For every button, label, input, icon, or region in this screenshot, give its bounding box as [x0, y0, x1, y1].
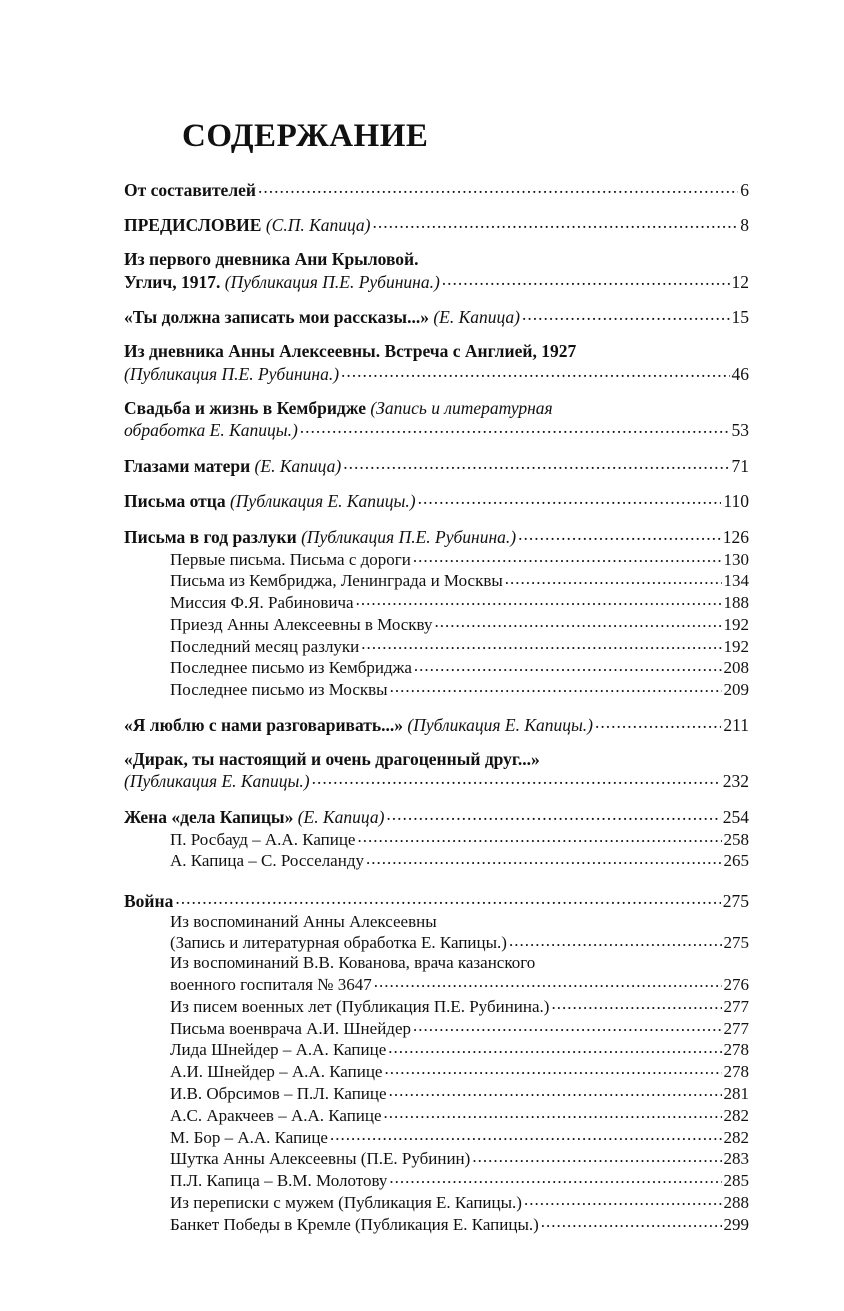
dot-leader	[505, 569, 722, 586]
page-number: 288	[723, 1193, 749, 1213]
subentry-title: А.С. Аракчеев – А.А. Капице	[170, 1105, 382, 1125]
toc-entry[interactable]	[124, 398, 749, 442]
toc-subentry[interactable]	[124, 1169, 749, 1191]
page-number: 283	[723, 1149, 749, 1169]
entry-author: (Публикация Е. Капицы.)	[229, 491, 416, 511]
subentry-title: П. Росбауд – А.А. Капице	[170, 829, 356, 849]
page-number: 282	[723, 1105, 749, 1125]
page-number: 258	[723, 829, 749, 849]
dot-leader	[435, 613, 722, 630]
toc-entry[interactable]	[124, 490, 749, 513]
dot-leader	[300, 419, 730, 437]
dot-leader	[389, 1082, 722, 1099]
subentry-title: П.Л. Капица – В.М. Молотову	[170, 1171, 388, 1191]
page-number: 278	[723, 1040, 749, 1060]
dot-leader	[356, 591, 722, 608]
dot-leader	[175, 889, 720, 907]
subentry-title: Шутка Анны Алексеевны (П.Е. Рубинин)	[170, 1149, 471, 1169]
entry-title: Письма отца	[124, 491, 226, 511]
subentry-title: И.В. Обрсимов – П.Л. Капице	[170, 1084, 387, 1104]
dot-leader	[312, 770, 721, 788]
toc-entry[interactable]	[124, 454, 749, 477]
page-number: 126	[722, 526, 749, 547]
toc-subentry[interactable]	[124, 613, 749, 635]
toc-subentry[interactable]	[124, 1082, 749, 1104]
page-number: 299	[723, 1214, 749, 1234]
entry-author: (Е. Капица)	[254, 455, 342, 476]
dot-leader	[413, 548, 722, 565]
page-number: 254	[722, 806, 749, 827]
subentry-title: Приезд Анны Алексеевны в Москву	[170, 614, 433, 634]
subentry-title: А.И. Шнейдер – А.А. Капице	[170, 1062, 383, 1082]
page-number: 8	[740, 215, 749, 235]
dot-leader	[388, 1038, 721, 1055]
dot-leader	[341, 362, 729, 380]
entry-title: Свадьба и жизнь в Кембридже	[124, 397, 366, 418]
subentry-title: Из писем военных лет (Публикация П.Е. Рубинина.)	[170, 996, 550, 1016]
entry-author: (Публикация П.Е. Рубинина.)	[224, 271, 440, 292]
toc-entry[interactable]	[124, 341, 749, 385]
subentry-title: Письма военврача А.И. Шнейдер	[170, 1018, 411, 1038]
page-number: 71	[731, 455, 749, 476]
entry-author: (Е. Капица)	[433, 307, 521, 327]
dot-leader	[373, 214, 739, 232]
dot-leader	[413, 1017, 722, 1034]
toc-entry[interactable]	[124, 249, 749, 293]
subentry-title: Лида Шнейдер – А.А. Капице	[170, 1040, 387, 1060]
page-number: 275	[722, 890, 749, 911]
subentry-title-line: Из воспоминаний В.В. Кованова, врача казанского	[170, 953, 536, 973]
dot-leader	[595, 713, 721, 731]
entry-author: (Публикация П.Е. Рубинина.)	[124, 363, 340, 384]
toc-entry[interactable]	[124, 525, 749, 548]
toc-subentry[interactable]	[124, 656, 749, 678]
subentry-title: военного госпиталя № 3647	[170, 975, 372, 995]
subentry-title: Миссия Ф.Я. Рабиновича	[170, 593, 354, 613]
subentry-title: Последнее письмо из Москвы	[170, 680, 388, 700]
toc-subentry[interactable]	[124, 849, 749, 871]
dot-leader	[390, 678, 722, 695]
entry-title: Жена «дела Капицы»	[124, 806, 294, 827]
entry-title: Углич, 1917.	[124, 271, 221, 292]
entry-title: Письма в год разлуки	[124, 526, 297, 547]
dot-leader	[522, 306, 729, 324]
page-number: 211	[723, 714, 749, 735]
page-number: 6	[740, 179, 749, 200]
toc-page	[124, 118, 749, 1235]
subentry-title: Из переписки с мужем (Публикация Е. Капицы.)	[170, 1193, 522, 1213]
entry-author: (Публикация П.Е. Рубинина.)	[301, 526, 517, 547]
toc-subentry[interactable]	[124, 1213, 749, 1235]
page-number: 208	[723, 658, 749, 678]
dot-leader	[551, 995, 721, 1012]
dot-leader	[330, 1126, 722, 1143]
dot-leader	[518, 525, 721, 543]
page-number: 188	[723, 593, 749, 613]
page-title: СОДЕРЖАНИЕ	[182, 118, 429, 154]
page-number: 277	[723, 996, 749, 1016]
page-number: 134	[723, 571, 749, 591]
entry-title: От составителей	[124, 179, 256, 200]
dot-leader	[418, 490, 722, 508]
page-number: 130	[723, 549, 749, 569]
dot-leader	[343, 454, 729, 472]
entry-author-cont: обработка Е. Капицы.)	[124, 420, 298, 440]
toc-subentry[interactable]	[124, 1017, 749, 1039]
dot-leader	[524, 1191, 722, 1208]
toc-entry[interactable]	[124, 306, 749, 329]
entry-title: «Я люблю с нами разговаривать...»	[124, 714, 404, 735]
dot-leader	[357, 828, 721, 845]
toc-subentry[interactable]	[124, 1147, 749, 1169]
entry-title: Глазами матери	[124, 455, 251, 476]
dot-leader	[361, 635, 721, 652]
toc-subentry[interactable]	[124, 1191, 749, 1213]
entry-title-line: Из первого дневника Ани Крыловой.	[124, 249, 419, 269]
entry-author: (С.П. Капица)	[265, 215, 371, 235]
dot-leader	[384, 1104, 722, 1121]
entry-author: (Публикация Е. Капицы.)	[124, 771, 310, 792]
page-number: 282	[723, 1127, 749, 1147]
toc-entry[interactable]	[124, 214, 749, 237]
dot-leader	[442, 270, 730, 288]
subentry-title: Первые письма. Письма с дороги	[170, 549, 411, 569]
entry-title: Война	[124, 890, 174, 911]
entry-title-line: «Дирак, ты настоящий и очень драгоценный друг...»	[124, 748, 540, 769]
toc-subentry[interactable]	[124, 1060, 749, 1082]
toc-subentry[interactable]	[124, 953, 749, 995]
dot-leader	[389, 1169, 721, 1186]
subentry-title: (Запись и литературная обработка Е. Капицы.)	[170, 933, 507, 953]
dot-leader	[384, 1060, 721, 1077]
page-number: 276	[723, 975, 749, 995]
toc-entry[interactable]	[124, 178, 749, 201]
toc-subentry[interactable]	[124, 912, 749, 954]
toc-entry[interactable]	[124, 889, 749, 912]
toc-entry[interactable]	[124, 713, 749, 736]
entry-author: (Запись и литературная	[370, 397, 553, 418]
page-number: 275	[723, 933, 749, 953]
subentry-title: М. Бор – А.А. Капице	[170, 1127, 328, 1147]
page-number: 281	[723, 1084, 749, 1104]
dot-leader	[366, 849, 722, 866]
dot-leader	[509, 931, 722, 948]
page-number: 110	[723, 491, 749, 511]
page-number: 192	[723, 614, 749, 634]
dot-leader	[386, 805, 720, 823]
toc-entry[interactable]	[124, 805, 749, 828]
page-number: 285	[723, 1171, 749, 1191]
page-number: 46	[731, 363, 749, 384]
entry-title: ПРЕДИСЛОВИЕ	[124, 215, 262, 235]
subentry-title: Последнее письмо из Кембриджа	[170, 658, 412, 678]
dot-leader	[258, 178, 738, 196]
toc-subentry[interactable]	[124, 1126, 749, 1148]
page-number: 278	[723, 1062, 749, 1082]
toc-subentry[interactable]	[124, 591, 749, 613]
page-number: 12	[731, 271, 749, 292]
toc-subentry[interactable]	[124, 1038, 749, 1060]
subentry-title: А. Капица – С. Росселанду	[170, 851, 364, 871]
entry-author: (Е. Капица)	[297, 806, 385, 827]
dot-leader	[374, 973, 722, 990]
page-number: 277	[723, 1018, 749, 1038]
dot-leader	[414, 656, 722, 673]
subentry-title: Банкет Победы в Кремле (Публикация Е. Капицы.)	[170, 1214, 539, 1234]
subentry-title: Письма из Кембриджа, Ленинграда и Москвы	[170, 571, 503, 591]
page-number: 192	[723, 636, 749, 656]
page-number: 265	[723, 851, 749, 871]
page-number: 232	[722, 771, 749, 792]
entry-author: (Публикация Е. Капицы.)	[407, 714, 594, 735]
toc-subentry[interactable]	[124, 1104, 749, 1126]
dot-leader	[472, 1147, 721, 1164]
entry-title: «Ты должна записать мои рассказы...»	[124, 307, 429, 327]
toc-subentry[interactable]	[124, 828, 749, 850]
toc-subentry[interactable]	[124, 678, 749, 700]
toc-subentry[interactable]	[124, 548, 749, 570]
toc-subentry[interactable]	[124, 569, 749, 591]
toc-entry[interactable]	[124, 749, 749, 793]
entry-title-line: Из дневника Анны Алексеевны. Встреча с Англией, 1927	[124, 341, 577, 361]
toc-subentry[interactable]	[124, 635, 749, 657]
dot-leader	[541, 1213, 722, 1230]
toc-subentry[interactable]	[124, 995, 749, 1017]
page-number: 209	[723, 680, 749, 700]
subentry-title-line: Из воспоминаний Анны Алексеевны	[170, 911, 437, 931]
page-number: 53	[731, 420, 749, 440]
subentry-title: Последний месяц разлуки	[170, 636, 360, 656]
page-number: 15	[731, 307, 749, 327]
